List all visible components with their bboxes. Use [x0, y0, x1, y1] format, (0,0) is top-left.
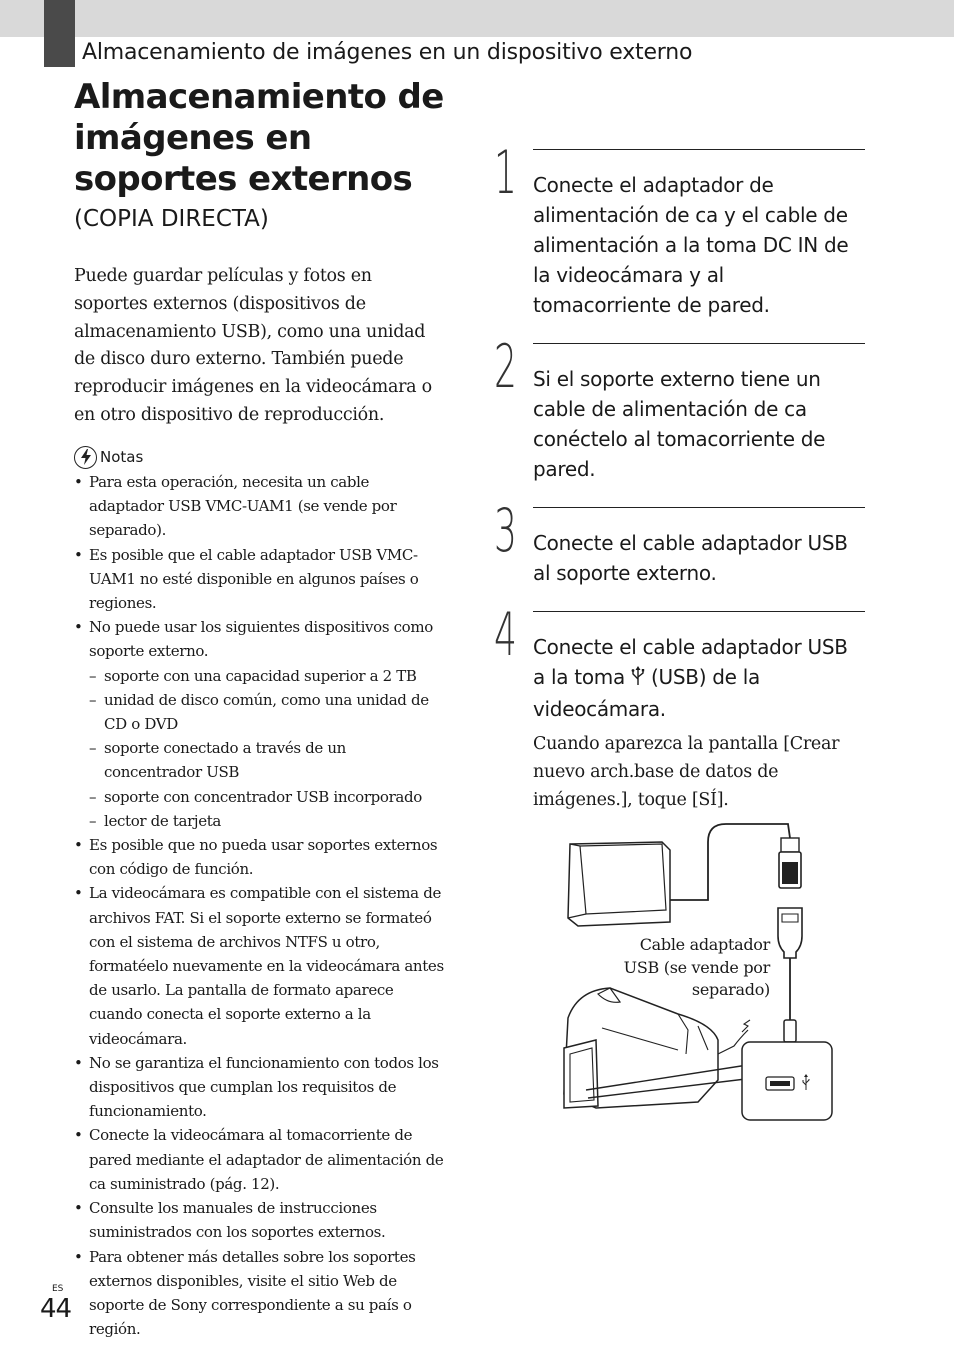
note-sublist — [89, 664, 448, 833]
note-item: • Es posible que el cable adaptador USB VMC-UAM1 no esté disponible en algunos países o regiones. — [74, 543, 448, 616]
page-title: Almacenamiento de imágenes en soportes externos — [74, 77, 444, 199]
note-item: • Para esta operación, necesita un cable adaptador USB VMC-UAM1 (se vende por separado). — [74, 470, 448, 543]
usb-port-detail — [742, 1042, 832, 1120]
lightning-icon — [74, 446, 97, 469]
notes-list — [74, 470, 448, 1341]
step-number: 1 — [494, 138, 517, 208]
section-title: Almacenamiento de imágenes en un dispositivo externo — [82, 40, 693, 65]
note-item: • No se garantiza el funcionamiento con todos los dispositivos que cumplan los requisitos de funcionamiento. — [74, 1051, 448, 1124]
page-subtitle: (COPIA DIRECTA) — [74, 206, 269, 232]
header-band — [0, 0, 954, 37]
step-text: Si el soporte externo tiene un cable de alimentación de ca conéctelo al tomacorriente de pared. — [533, 367, 826, 481]
step4-note: Cuando aparezca la pantalla [Crear nuevo arch.base de datos de imágenes.], toque [SÍ]. — [533, 734, 840, 810]
step-text-part: Conecte el cable adaptador USB a la toma — [533, 635, 848, 689]
note-item — [74, 615, 448, 833]
note-item: • Es posible que no pueda usar soportes externos con código de función. — [74, 833, 448, 881]
step-number: 2 — [494, 332, 517, 402]
note-subitem: – soporte con una capacidad superior a 2 TB — [89, 664, 448, 688]
note-item: • Para obtener más detalles sobre los soportes externos disponibles, visite el sitio Web de soporte de Sony correspondiente a su país o región. — [74, 1245, 448, 1342]
note-subitem: – soporte conectado a través de un concentrador USB — [89, 736, 448, 784]
note-subitem: – unidad de disco común, como una unidad de CD o DVD — [89, 688, 448, 736]
note-item: • Consulte los manuales de instrucciones suministrados con los soportes externos. — [74, 1196, 448, 1244]
note-item: • Conecte la videocámara al tomacorriente de pared mediante el adaptador de alimentación de ca suministrado (pág. 12). — [74, 1123, 448, 1196]
usb-icon — [631, 664, 645, 694]
step-divider — [533, 343, 865, 344]
page-language: ES — [52, 1284, 64, 1294]
notes-heading — [74, 444, 143, 470]
cable-label: Cable adaptador USB (se vende por separado) — [623, 935, 770, 999]
note-subitem: – soporte con concentrador USB incorporado — [89, 785, 448, 809]
step-text: Conecte el cable adaptador USB al soporte externo. — [533, 531, 848, 585]
step-text-part: (USB) de la videocámara. — [533, 665, 760, 721]
intro-paragraph: Puede guardar películas y fotos en soportes externos (dispositivos de almacenamiento USB), como una unidad de disco duro externo. También puede reproducir imágenes en la videocámara o en otro dispositivo de reproducción. — [74, 266, 432, 425]
notes-label: Notas — [100, 448, 144, 466]
external-drive-illustration — [568, 842, 670, 926]
step-text — [533, 632, 858, 724]
note-item-text: No puede usar los siguientes dispositivos como soporte externo. — [89, 618, 433, 661]
note-item: • La videocámara es compatible con el sistema de archivos FAT. Si el soporte externo se formateó con el sistema de archivos NTFS u otro, formatéelo nuevamente en la videocámara antes de usarlo. La pantalla de formato aparece cuando conecta el soporte externo a la videocámara. — [74, 881, 448, 1050]
step-divider — [533, 611, 865, 612]
page-number: 44 — [40, 1294, 72, 1324]
step-divider — [533, 507, 865, 508]
step-number: 4 — [494, 600, 517, 670]
step-divider — [533, 149, 865, 150]
note-subitem: – lector de tarjeta — [89, 809, 448, 833]
step-text: Conecte el adaptador de alimentación de ca y el cable de alimentación a la toma DC IN de la videocámara y al tomacorriente de pared. — [533, 173, 849, 317]
header-tab-marker — [44, 0, 75, 67]
step-number: 3 — [494, 496, 517, 566]
